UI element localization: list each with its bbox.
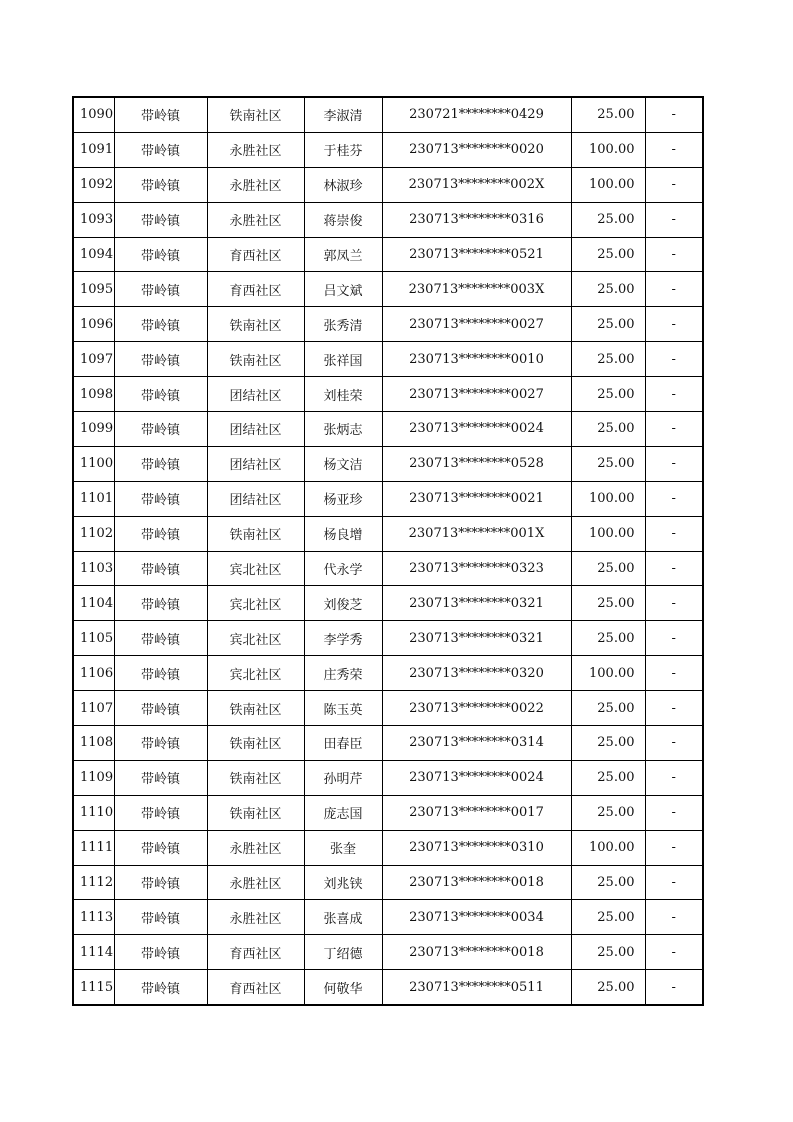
cell-note: - xyxy=(645,970,703,1005)
cell-town: 带岭镇 xyxy=(114,272,207,307)
cell-amount: 25.00 xyxy=(571,412,645,447)
cell-town: 带岭镇 xyxy=(114,691,207,726)
cell-town: 带岭镇 xyxy=(114,237,207,272)
table-row xyxy=(73,97,703,132)
cell-town: 带岭镇 xyxy=(114,342,207,377)
cell-seq-number: 1091 xyxy=(73,132,114,167)
cell-seq-number: 1096 xyxy=(73,307,114,342)
cell-person-name: 庄秀荣 xyxy=(304,656,382,691)
cell-town: 带岭镇 xyxy=(114,830,207,865)
cell-id-number: 230713********0027 xyxy=(382,377,571,412)
cell-id-number: 230713********002X xyxy=(382,167,571,202)
cell-id-number: 230713********003X xyxy=(382,272,571,307)
cell-community: 永胜社区 xyxy=(207,865,304,900)
table-row xyxy=(73,412,703,447)
cell-seq-number: 1090 xyxy=(73,97,114,132)
cell-note: - xyxy=(645,900,703,935)
cell-amount: 25.00 xyxy=(571,795,645,830)
cell-note: - xyxy=(645,132,703,167)
cell-person-name: 孙明芹 xyxy=(304,760,382,795)
cell-community: 育西社区 xyxy=(207,237,304,272)
cell-seq-number: 1106 xyxy=(73,656,114,691)
cell-town: 带岭镇 xyxy=(114,167,207,202)
cell-note: - xyxy=(645,830,703,865)
cell-person-name: 张秀清 xyxy=(304,307,382,342)
cell-id-number: 230713********001X xyxy=(382,516,571,551)
cell-amount: 25.00 xyxy=(571,342,645,377)
cell-amount: 100.00 xyxy=(571,830,645,865)
cell-note: - xyxy=(645,272,703,307)
cell-town: 带岭镇 xyxy=(114,900,207,935)
cell-person-name: 杨亚珍 xyxy=(304,481,382,516)
table-row xyxy=(73,237,703,272)
cell-amount: 25.00 xyxy=(571,970,645,1005)
cell-note: - xyxy=(645,795,703,830)
cell-town: 带岭镇 xyxy=(114,307,207,342)
cell-seq-number: 1110 xyxy=(73,795,114,830)
cell-town: 带岭镇 xyxy=(114,621,207,656)
table-body xyxy=(73,97,703,1005)
cell-community: 铁南社区 xyxy=(207,795,304,830)
cell-town: 带岭镇 xyxy=(114,202,207,237)
cell-person-name: 田春臣 xyxy=(304,726,382,761)
table-row xyxy=(73,760,703,795)
cell-community: 宾北社区 xyxy=(207,621,304,656)
cell-community: 永胜社区 xyxy=(207,830,304,865)
cell-amount: 25.00 xyxy=(571,760,645,795)
table-row xyxy=(73,586,703,621)
table-row xyxy=(73,167,703,202)
cell-person-name: 张祥国 xyxy=(304,342,382,377)
cell-amount: 100.00 xyxy=(571,516,645,551)
cell-town: 带岭镇 xyxy=(114,970,207,1005)
cell-note: - xyxy=(645,656,703,691)
cell-id-number: 230713********0511 xyxy=(382,970,571,1005)
table-row xyxy=(73,446,703,481)
cell-person-name: 吕文斌 xyxy=(304,272,382,307)
cell-community: 育西社区 xyxy=(207,272,304,307)
table-row xyxy=(73,516,703,551)
cell-id-number: 230713********0320 xyxy=(382,656,571,691)
cell-person-name: 李淑清 xyxy=(304,97,382,132)
cell-seq-number: 1114 xyxy=(73,935,114,970)
cell-note: - xyxy=(645,481,703,516)
cell-id-number: 230713********0034 xyxy=(382,900,571,935)
cell-note: - xyxy=(645,237,703,272)
cell-seq-number: 1095 xyxy=(73,272,114,307)
cell-id-number: 230713********0018 xyxy=(382,865,571,900)
table-row xyxy=(73,272,703,307)
cell-community: 团结社区 xyxy=(207,377,304,412)
table-row xyxy=(73,900,703,935)
cell-amount: 100.00 xyxy=(571,132,645,167)
cell-person-name: 李学秀 xyxy=(304,621,382,656)
table-row xyxy=(73,970,703,1005)
cell-id-number: 230713********0316 xyxy=(382,202,571,237)
cell-community: 宾北社区 xyxy=(207,551,304,586)
cell-community: 永胜社区 xyxy=(207,900,304,935)
cell-community: 宾北社区 xyxy=(207,586,304,621)
cell-person-name: 杨良增 xyxy=(304,516,382,551)
cell-community: 育西社区 xyxy=(207,935,304,970)
cell-town: 带岭镇 xyxy=(114,516,207,551)
cell-person-name: 刘桂荣 xyxy=(304,377,382,412)
cell-town: 带岭镇 xyxy=(114,446,207,481)
cell-seq-number: 1102 xyxy=(73,516,114,551)
cell-seq-number: 1104 xyxy=(73,586,114,621)
cell-town: 带岭镇 xyxy=(114,97,207,132)
table-row xyxy=(73,726,703,761)
cell-seq-number: 1101 xyxy=(73,481,114,516)
cell-town: 带岭镇 xyxy=(114,132,207,167)
cell-seq-number: 1115 xyxy=(73,970,114,1005)
cell-community: 团结社区 xyxy=(207,446,304,481)
table-row xyxy=(73,691,703,726)
cell-amount: 100.00 xyxy=(571,656,645,691)
cell-id-number: 230713********0017 xyxy=(382,795,571,830)
cell-id-number: 230713********0022 xyxy=(382,691,571,726)
cell-amount: 25.00 xyxy=(571,307,645,342)
cell-town: 带岭镇 xyxy=(114,586,207,621)
cell-id-number: 230713********0314 xyxy=(382,726,571,761)
cell-id-number: 230713********0020 xyxy=(382,132,571,167)
table-row xyxy=(73,202,703,237)
table-row xyxy=(73,656,703,691)
cell-note: - xyxy=(645,760,703,795)
cell-amount: 25.00 xyxy=(571,272,645,307)
cell-id-number: 230713********0528 xyxy=(382,446,571,481)
cell-amount: 25.00 xyxy=(571,377,645,412)
cell-community: 宾北社区 xyxy=(207,656,304,691)
cell-seq-number: 1108 xyxy=(73,726,114,761)
cell-id-number: 230713********0024 xyxy=(382,760,571,795)
cell-seq-number: 1099 xyxy=(73,412,114,447)
cell-person-name: 蒋崇俊 xyxy=(304,202,382,237)
cell-id-number: 230713********0310 xyxy=(382,830,571,865)
cell-note: - xyxy=(645,307,703,342)
cell-amount: 25.00 xyxy=(571,935,645,970)
cell-community: 铁南社区 xyxy=(207,307,304,342)
table-row xyxy=(73,307,703,342)
cell-note: - xyxy=(645,865,703,900)
table-row xyxy=(73,621,703,656)
cell-amount: 100.00 xyxy=(571,167,645,202)
cell-town: 带岭镇 xyxy=(114,412,207,447)
table-row xyxy=(73,830,703,865)
cell-town: 带岭镇 xyxy=(114,656,207,691)
cell-amount: 25.00 xyxy=(571,97,645,132)
cell-community: 永胜社区 xyxy=(207,132,304,167)
cell-seq-number: 1092 xyxy=(73,167,114,202)
cell-id-number: 230713********0323 xyxy=(382,551,571,586)
cell-amount: 25.00 xyxy=(571,691,645,726)
cell-person-name: 杨文洁 xyxy=(304,446,382,481)
cell-town: 带岭镇 xyxy=(114,481,207,516)
cell-town: 带岭镇 xyxy=(114,935,207,970)
cell-community: 永胜社区 xyxy=(207,202,304,237)
cell-amount: 25.00 xyxy=(571,446,645,481)
cell-seq-number: 1111 xyxy=(73,830,114,865)
cell-town: 带岭镇 xyxy=(114,760,207,795)
cell-person-name: 何敬华 xyxy=(304,970,382,1005)
cell-community: 永胜社区 xyxy=(207,167,304,202)
cell-note: - xyxy=(645,621,703,656)
cell-community: 铁南社区 xyxy=(207,760,304,795)
cell-person-name: 刘俊芝 xyxy=(304,586,382,621)
cell-note: - xyxy=(645,167,703,202)
cell-seq-number: 1113 xyxy=(73,900,114,935)
cell-seq-number: 1107 xyxy=(73,691,114,726)
cell-id-number: 230713********0321 xyxy=(382,621,571,656)
cell-seq-number: 1103 xyxy=(73,551,114,586)
cell-id-number: 230721********0429 xyxy=(382,97,571,132)
cell-note: - xyxy=(645,202,703,237)
cell-town: 带岭镇 xyxy=(114,377,207,412)
table-row xyxy=(73,481,703,516)
cell-seq-number: 1093 xyxy=(73,202,114,237)
cell-amount: 25.00 xyxy=(571,900,645,935)
cell-town: 带岭镇 xyxy=(114,795,207,830)
cell-id-number: 230713********0018 xyxy=(382,935,571,970)
cell-community: 铁南社区 xyxy=(207,516,304,551)
cell-amount: 25.00 xyxy=(571,551,645,586)
cell-seq-number: 1098 xyxy=(73,377,114,412)
cell-note: - xyxy=(645,342,703,377)
table-row xyxy=(73,132,703,167)
cell-person-name: 郭凤兰 xyxy=(304,237,382,272)
table-row xyxy=(73,551,703,586)
cell-id-number: 230713********0027 xyxy=(382,307,571,342)
cell-note: - xyxy=(645,412,703,447)
cell-amount: 25.00 xyxy=(571,621,645,656)
cell-note: - xyxy=(645,726,703,761)
table-row xyxy=(73,342,703,377)
cell-amount: 100.00 xyxy=(571,481,645,516)
cell-seq-number: 1094 xyxy=(73,237,114,272)
cell-town: 带岭镇 xyxy=(114,551,207,586)
cell-note: - xyxy=(645,97,703,132)
cell-person-name: 丁绍德 xyxy=(304,935,382,970)
cell-person-name: 张奎 xyxy=(304,830,382,865)
cell-community: 铁南社区 xyxy=(207,342,304,377)
cell-person-name: 于桂芬 xyxy=(304,132,382,167)
cell-seq-number: 1109 xyxy=(73,760,114,795)
cell-person-name: 代永学 xyxy=(304,551,382,586)
cell-seq-number: 1105 xyxy=(73,621,114,656)
cell-seq-number: 1100 xyxy=(73,446,114,481)
table-row xyxy=(73,795,703,830)
table-row xyxy=(73,865,703,900)
cell-id-number: 230713********0024 xyxy=(382,412,571,447)
cell-amount: 25.00 xyxy=(571,237,645,272)
cell-person-name: 林淑珍 xyxy=(304,167,382,202)
cell-seq-number: 1112 xyxy=(73,865,114,900)
cell-amount: 25.00 xyxy=(571,865,645,900)
cell-community: 铁南社区 xyxy=(207,691,304,726)
cell-id-number: 230713********0010 xyxy=(382,342,571,377)
cell-note: - xyxy=(645,516,703,551)
cell-id-number: 230713********0321 xyxy=(382,586,571,621)
cell-note: - xyxy=(645,935,703,970)
cell-community: 铁南社区 xyxy=(207,726,304,761)
cell-note: - xyxy=(645,377,703,412)
cell-person-name: 庞志国 xyxy=(304,795,382,830)
cell-person-name: 张喜成 xyxy=(304,900,382,935)
cell-community: 育西社区 xyxy=(207,970,304,1005)
cell-id-number: 230713********0021 xyxy=(382,481,571,516)
table-row xyxy=(73,935,703,970)
cell-person-name: 陈玉英 xyxy=(304,691,382,726)
table-row xyxy=(73,377,703,412)
cell-note: - xyxy=(645,446,703,481)
cell-amount: 25.00 xyxy=(571,586,645,621)
cell-person-name: 张炳志 xyxy=(304,412,382,447)
cell-community: 团结社区 xyxy=(207,481,304,516)
cell-note: - xyxy=(645,586,703,621)
cell-town: 带岭镇 xyxy=(114,865,207,900)
cell-amount: 25.00 xyxy=(571,726,645,761)
cell-id-number: 230713********0521 xyxy=(382,237,571,272)
cell-seq-number: 1097 xyxy=(73,342,114,377)
subsidy-roster-table xyxy=(72,96,704,1006)
cell-town: 带岭镇 xyxy=(114,726,207,761)
cell-note: - xyxy=(645,551,703,586)
cell-person-name: 刘兆铗 xyxy=(304,865,382,900)
cell-community: 团结社区 xyxy=(207,412,304,447)
cell-amount: 25.00 xyxy=(571,202,645,237)
cell-note: - xyxy=(645,691,703,726)
cell-community: 铁南社区 xyxy=(207,97,304,132)
